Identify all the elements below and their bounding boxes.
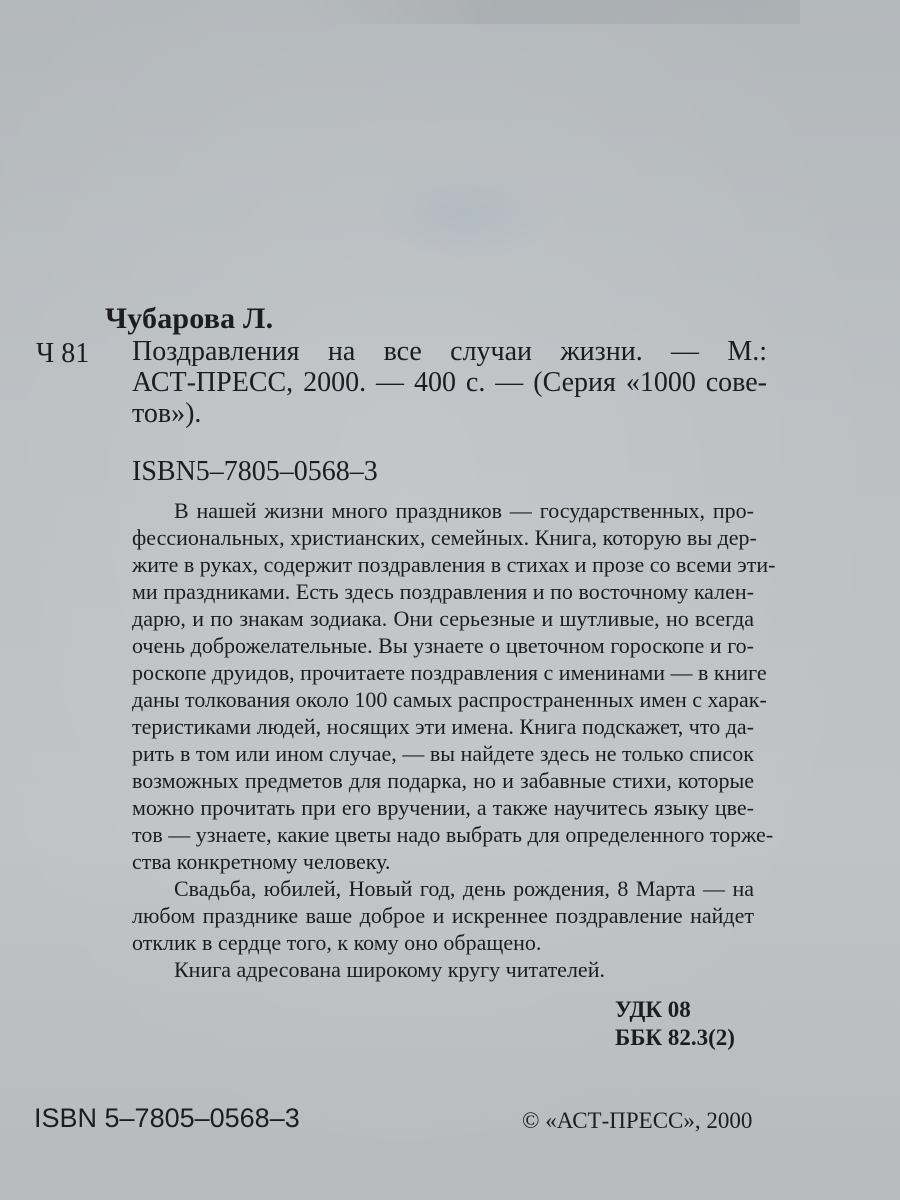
annotation-line: Книга адресована широкому кругу читателей.: [174, 957, 605, 982]
annotation-line: роскопе друидов, прочитаете поздравления с именинами — в книге: [132, 660, 767, 685]
bbk-index: ББК 82.3(2): [615, 1025, 735, 1050]
annotation-text: [132, 497, 776, 983]
annotation-line: рить в том или ином случае, — вы найдете здесь не только список: [132, 741, 754, 766]
annotation-line: любом празднике ваше доброе и искреннее поздравление найдет: [132, 903, 754, 928]
isbn-bottom: ISBN 5–7805–0568–3: [34, 1103, 300, 1133]
annotation-line: очень доброжелательные. Вы узнаете о цветочном гороскопе и го-: [132, 633, 754, 658]
annotation-line: тов — узнаете, какие цветы надо выбрать для определенного торже-: [132, 822, 774, 847]
annotation-line: теристиками людей, носящих эти имена. Книга подскажет, что да-: [132, 714, 754, 739]
annotation-line: возможных предметов для подарка, но и забавные стихи, которые: [132, 768, 754, 793]
annotation-line: ми праздниками. Есть здесь поздравления и по восточному кален-: [132, 579, 754, 604]
classification-indices: [615, 996, 735, 1052]
isbn-top: ISBN5–7805–0568–3: [132, 456, 378, 487]
udk-index: УДК 08: [615, 997, 691, 1022]
bibliographic-entry: [132, 336, 767, 429]
annotation-line: можно прочитать при его вручении, а также научитесь языку цве-: [132, 795, 754, 820]
author-name: Чубарова Л.: [105, 302, 274, 335]
annotation-line: ства конкретному человеку.: [132, 849, 391, 874]
annotation-line: жите в руках, содержит поздравления в стихах и прозе со всеми эти-: [132, 552, 776, 577]
annotation-line: В нашей жизни много праздников — государственных, про-: [174, 498, 754, 523]
classification-code: Ч 81: [36, 338, 90, 369]
bibliographic-line: Поздравления на все случаи жизни. — М.:: [132, 336, 767, 367]
bibliographic-line: тов»).: [132, 398, 202, 429]
annotation-line: отклик в сердце того, к кому оно обращено.: [132, 930, 542, 955]
annotation-line: даны толкования около 100 самых распространенных имен с харак-: [132, 687, 767, 712]
bleed-through-header: [500, 50, 820, 100]
bibliographic-line: АСТ-ПРЕСС, 2000. — 400 с. — (Серия «1000 сове-: [132, 367, 767, 398]
annotation-line: дарю, и по знакам зодиака. Они серьезные и шутливые, но всегда: [132, 606, 754, 631]
annotation-line: Свадьба, юбилей, Новый год, день рождения, 8 Марта — на: [174, 876, 754, 901]
annotation-line: фессиональных, христианских, семейных. Книга, которую вы дер-: [132, 525, 757, 550]
bleed-through-top: [300, 0, 800, 24]
bleed-through-logo: [370, 165, 560, 260]
copyright-notice: © «АСТ-ПРЕСС», 2000: [522, 1108, 753, 1133]
